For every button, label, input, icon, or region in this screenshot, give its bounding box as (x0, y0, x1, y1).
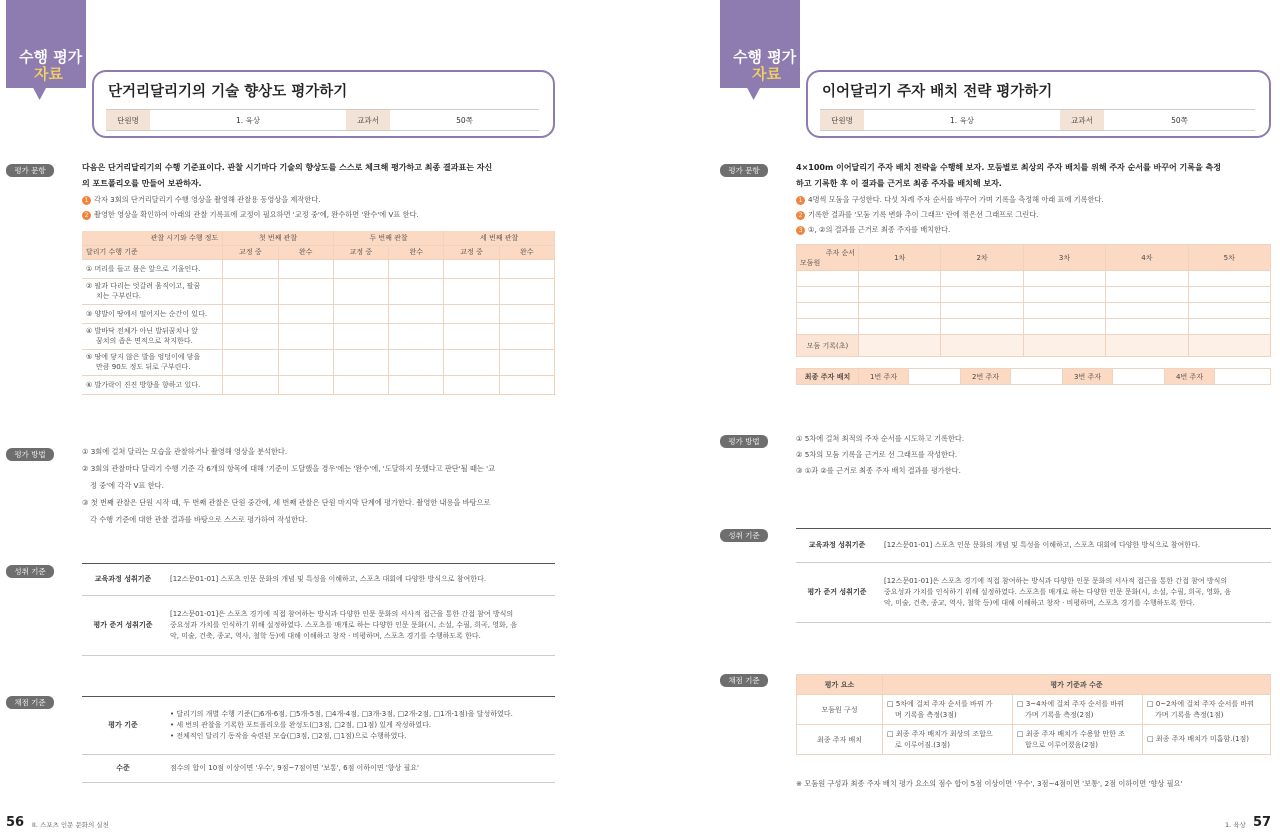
page-number: 56 (6, 815, 25, 830)
question-line2: 의 포트폴리오를 만들어 보관하자. (82, 179, 202, 188)
runner-slot[interactable] (1011, 369, 1063, 385)
order-cell[interactable] (1023, 287, 1105, 303)
obs-check-cell[interactable] (444, 375, 499, 394)
step-2: 2 촬영한 영상을 확인하여 아래의 관찰 기록표에 교정이 필요하면 '교정 중'에, 완수하면 '완수'에 V표 한다. (82, 208, 419, 222)
order-cell[interactable] (1188, 287, 1270, 303)
order-cell[interactable] (941, 287, 1023, 303)
observation-table (82, 231, 555, 395)
question-label: 평가 문항 (720, 164, 768, 177)
question-label: 평가 문항 (6, 164, 54, 177)
obs-check-cell[interactable] (444, 349, 499, 375)
order-col-header: 5차 (1188, 245, 1270, 271)
order-cell[interactable] (941, 319, 1023, 335)
obs-check-cell[interactable] (223, 259, 278, 278)
obs-sub-header: 교정 중 (333, 245, 388, 259)
score-cell: □ 최종 주자 배치가 수용할 만한 조 합으로 이루어졌음(2점) (1013, 725, 1143, 755)
obs-sub-header: 교정 중 (444, 245, 499, 259)
obs-check-cell[interactable] (444, 259, 499, 278)
score-note: ※ 모둠원 구성과 최종 주자 배치 평가 요소의 점수 합이 5점 이상이면 '우수', 3점~4점이면 '보통', 2점 이하이면 '향상 필요' (796, 779, 1183, 788)
order-cell[interactable] (1106, 271, 1188, 287)
obs-check-cell[interactable] (278, 349, 333, 375)
obs-criterion: ⑥ 발가락이 진진 방향을 향하고 있다. (82, 375, 223, 394)
meta-row (820, 109, 1255, 131)
obs-corner-top: 관찰 시기와 수행 정도 (82, 231, 223, 245)
final-label: 최종 주자 배치 (797, 369, 859, 385)
obs-check-cell[interactable] (389, 323, 444, 349)
order-cell[interactable] (859, 303, 941, 319)
runner-slot[interactable] (1113, 369, 1165, 385)
score-cell: □ 5차에 걸쳐 주자 순서를 바꿔 가 며 기록을 측정(3점) (883, 695, 1013, 725)
meta-row (106, 109, 539, 131)
tag-line1: 수행 평가 (733, 48, 797, 66)
order-cell[interactable] (859, 319, 941, 335)
order-corner: 주자 순서 모둠원 (797, 245, 859, 271)
order-cell[interactable] (1106, 303, 1188, 319)
score-criteria-label: 평가 기준 (82, 697, 164, 755)
runner-order-table (796, 244, 1271, 357)
obs-round-header: 세 번째 관찰 (444, 231, 555, 245)
page-footer: II. 스포츠 인문 문화의 실천 (32, 821, 109, 829)
achieve-row-text: [12스문01-01] 스포츠 인문 문화의 개념 및 특성을 이해하고, 스포츠 대회에 다양한 방식으로 참여한다. (164, 564, 555, 596)
method-item: ③ ①과 ②를 근거로 최종 주자 배치 결과를 평가한다. (796, 466, 961, 475)
unit-value: 1. 육상 (949, 115, 975, 125)
obs-check-cell[interactable] (278, 375, 333, 394)
book-value: 50쪽 (1171, 115, 1188, 125)
obs-check-cell[interactable] (499, 304, 554, 323)
page-title: 이어달리기 주자 배치 전략 평가하기 (822, 84, 1053, 100)
obs-criterion: ② 팔과 다리는 엇갈려 움직이고, 팔꿈 치는 구부린다. (82, 278, 223, 304)
method-item: ③ 첫 번째 관찰은 단원 시작 때, 두 번째 관찰은 단원 중간에, 세 번째 관찰은 단원 마지막 단계에 평가한다. 촬영한 내용을 바탕으로 (82, 498, 491, 507)
order-cell[interactable] (1188, 303, 1270, 319)
obs-sub-header: 완수 (389, 245, 444, 259)
obs-check-cell[interactable] (223, 375, 278, 394)
obs-check-cell[interactable] (333, 349, 388, 375)
method-item: 각 수행 기준에 대한 관찰 결과를 바탕으로 스스로 평가하여 작성한다. (90, 515, 308, 524)
obs-check-cell[interactable] (333, 375, 388, 394)
achieve-label: 성취 기준 (6, 565, 54, 578)
runner-slot[interactable] (909, 369, 961, 385)
obs-criterion: ⑤ 땅에 닿지 않은 발을 엉덩이에 닿을 만큼 90도 정도 뒤로 구부린다. (82, 349, 223, 375)
score-level-text: 점수의 합이 10점 이상이면 '우수', 9점~7점이면 '보통', 6점 이하이면 '향상 필요' (164, 755, 555, 783)
obs-check-cell[interactable] (499, 349, 554, 375)
obs-check-cell[interactable] (389, 304, 444, 323)
title-box (92, 70, 555, 138)
achieve-row-label: 평가 준거 성취기준 (796, 563, 878, 623)
order-col-header: 1차 (859, 245, 941, 271)
score-cell: □ 3~4차에 걸쳐 주자 순서를 바꿔 가며 기록을 측정(2점) (1013, 695, 1143, 725)
obs-check-cell[interactable] (499, 375, 554, 394)
obs-check-cell[interactable] (333, 259, 388, 278)
obs-check-cell[interactable] (389, 259, 444, 278)
obs-check-cell[interactable] (499, 278, 554, 304)
score-table (796, 674, 1271, 755)
achieve-row-text: [12스문01-01]은 스포츠 경기에 직접 참여하는 방식과 다양한 인문 문화의 서사적 접근을 통한 간접 참여 방식의 중요성과 가치를 인식하기 위해 설정하였다. 스포츠를 매개로 하는 다양한 인문 문화(시, 소설, 수필, 희곡, 영화, 음 악, 미술, 건축, 종교, 역사, 철학 등)에 대해 이해하고 창작 · 비평하며, 스포츠 경기를 수행하도록 한다. (164, 596, 555, 656)
obs-check-cell[interactable] (333, 278, 388, 304)
title-box (806, 70, 1271, 138)
record-cell[interactable] (941, 335, 1023, 357)
obs-check-cell[interactable] (333, 304, 388, 323)
method-label: 평가 방법 (720, 435, 768, 448)
member-cell[interactable] (797, 303, 859, 319)
book-value: 50쪽 (456, 115, 473, 125)
obs-check-cell[interactable] (499, 259, 554, 278)
obs-check-cell[interactable] (223, 349, 278, 375)
achieve-table (82, 563, 555, 656)
page-footer: 1. 육상 (1225, 821, 1246, 829)
achieve-label: 성취 기준 (720, 529, 768, 542)
score-header-criteria: 평가 기준과 수준 (883, 675, 1271, 695)
record-cell[interactable] (859, 335, 941, 357)
member-cell[interactable] (797, 319, 859, 335)
obs-corner-bottom: 달리기 수행 기준 (82, 245, 223, 259)
runner-label: 3번 주자 (1063, 369, 1113, 385)
obs-check-cell[interactable] (389, 349, 444, 375)
obs-check-cell[interactable] (444, 304, 499, 323)
score-label: 채점 기준 (720, 674, 768, 687)
obs-check-cell[interactable] (444, 278, 499, 304)
method-item: ② 5차의 모둠 기록을 근거로 선 그래프를 작성한다. (796, 450, 958, 459)
order-cell[interactable] (941, 303, 1023, 319)
obs-check-cell[interactable] (389, 278, 444, 304)
step-1: 1 각자 3회의 단거리달리기 수행 영상을 촬영해 관찰용 동영상을 제작한다. (82, 193, 321, 207)
obs-criterion: ③ 양발이 땅에서 떨어지는 순간이 있다. (82, 304, 223, 323)
member-cell[interactable] (797, 271, 859, 287)
method-item: ① 3회에 걸쳐 달리는 모습을 관찰하거나 촬영해 영상을 분석한다. (82, 447, 288, 456)
achieve-row-label: 평가 준거 성취기준 (82, 596, 164, 656)
obs-sub-header: 교정 중 (223, 245, 278, 259)
book-label: 교과서 (346, 110, 390, 130)
method-item: 정 중'에 각각 V표 한다. (90, 481, 164, 490)
step-2: 2 기록한 결과를 '모둠 기록 변화 추이 그래프' 란에 꺾은선 그래프로 그린다. (796, 208, 1038, 222)
record-label: 모둠 기록(초) (797, 335, 859, 357)
obs-sub-header: 완수 (499, 245, 554, 259)
order-cell[interactable] (1106, 287, 1188, 303)
right-page (640, 0, 1280, 835)
order-cell[interactable] (1188, 319, 1270, 335)
runner-label: 2번 주자 (961, 369, 1011, 385)
obs-criterion: ① 머리를 들고 몸은 앞으로 기울인다. (82, 259, 223, 278)
final-runner-table (796, 368, 1271, 385)
score-level-label: 수준 (82, 755, 164, 783)
method-label: 평가 방법 (6, 448, 54, 461)
order-cell[interactable] (1106, 319, 1188, 335)
question-line1: 4×100m 이어달리기 주자 배치 전략을 수행해 보자. 모둠별로 최상의 주자 배치를 위해 주자 순서를 바꾸어 기록을 측정 (796, 163, 1221, 172)
achieve-row-text: [12스문01-01] 스포츠 인문 문화의 개념 및 특성을 이해하고, 스포츠 대회에 다양한 방식으로 참여한다. (878, 529, 1271, 563)
step-3: 3 ①, ②의 결과를 근거로 최종 주자를 배치한다. (796, 223, 950, 237)
obs-criterion: ④ 발바닥 전체가 아닌 발뒤꿈치나 앞 꿈치의 좁은 면적으로 착지한다. (82, 323, 223, 349)
question-line2: 하고 기록한 후 이 결과를 근거로 최종 주자를 배치해 보자. (796, 179, 1002, 188)
obs-check-cell[interactable] (389, 375, 444, 394)
order-col-header: 2차 (941, 245, 1023, 271)
tag-line1: 수행 평가 (19, 48, 83, 66)
obs-check-cell[interactable] (444, 323, 499, 349)
obs-check-cell[interactable] (499, 323, 554, 349)
order-cell[interactable] (859, 271, 941, 287)
unit-label: 단원명 (820, 110, 864, 130)
order-col-header: 4차 (1106, 245, 1188, 271)
method-item: ② 3회의 관찰마다 달리기 수행 기준 각 6개의 항목에 대해 '기준이 도달했을 경우'에는 '완수'에, '도달하지 못했다고 판단'될 때는 '교 (82, 464, 496, 473)
order-cell[interactable] (1188, 271, 1270, 287)
method-item: ① 5차에 걸쳐 최적의 주자 순서를 시도하고 기록한다. (796, 434, 965, 443)
score-cell: □ 0~2차에 걸쳐 주자 순서를 바꿔 가며 기록을 측정(1점) (1143, 695, 1271, 725)
obs-check-cell[interactable] (278, 323, 333, 349)
score-label: 채점 기준 (6, 696, 54, 709)
score-table (82, 696, 555, 783)
obs-round-header: 두 번째 관찰 (333, 231, 444, 245)
tag-line2: 자료 (752, 65, 781, 83)
achieve-row-text: [12스문01-01]은 스포츠 경기에 직접 참여하는 방식과 다양한 인문 문화의 서사적 접근을 통한 간접 참여 방식의 중요성과 가치를 인식하기 위해 설정하였다. 스포츠를 매개로 하는 다양한 인문 문화(시, 소설, 수필, 희곡, 영화, 음 악, 미술, 건축, 종교, 역사, 철학 등)에 대해 이해하고 창작 · 비평하며, 스포츠 경기를 수행하도록 한다. (878, 563, 1271, 623)
runner-slot[interactable] (1215, 369, 1271, 385)
score-criteria-text: • 달리기의 개별 수행 기준(□6개-6점, □5개-5점, □4개-4점, □3개-3점, □2개-2점, □1개-1점)을 달성하였다. • 세 번의 관찰을 기록한 포트폴리오를 완성도(□3점, □2점, □1점) 있게 작성하였다. • 전체적인 달리기 동작을 숙련된 모습(□3점, □2점, □1점)으로 수행하였다. (164, 697, 555, 755)
runner-label: 1번 주자 (859, 369, 909, 385)
page-title: 단거리달리기의 기술 향상도 평가하기 (108, 84, 348, 100)
score-row-label: 모둠원 구성 (797, 695, 883, 725)
obs-check-cell[interactable] (223, 323, 278, 349)
step-1: 1 4명씩 모둠을 구성한다. 다섯 차례 주자 순서를 바꾸어 가며 기록을 측정해 아래 표에 기록한다. (796, 193, 1104, 207)
unit-label: 단원명 (106, 110, 150, 130)
obs-check-cell[interactable] (278, 278, 333, 304)
page-number: 57 (1253, 815, 1272, 830)
question-line1: 다음은 단거리달리기의 수행 기준표이다. 관찰 시기마다 기술의 향상도를 스스로 체크해 평가하고 최종 결과표는 자신 (82, 163, 493, 172)
unit-value: 1. 육상 (235, 115, 261, 125)
tag-line2: 자료 (34, 65, 63, 83)
achieve-row-label: 교육과정 성취기준 (82, 564, 164, 596)
order-cell[interactable] (1023, 319, 1105, 335)
obs-sub-header: 완수 (278, 245, 333, 259)
member-cell[interactable] (797, 287, 859, 303)
achieve-table (796, 528, 1271, 623)
obs-check-cell[interactable] (223, 278, 278, 304)
book-label: 교과서 (1060, 110, 1104, 130)
order-cell[interactable] (859, 287, 941, 303)
obs-round-header: 첫 번째 관찰 (223, 231, 334, 245)
score-row-label: 최종 주자 배치 (797, 725, 883, 755)
achieve-row-label: 교육과정 성취기준 (796, 529, 878, 563)
obs-check-cell[interactable] (278, 259, 333, 278)
order-col-header: 3차 (1023, 245, 1105, 271)
record-cell[interactable] (1023, 335, 1105, 357)
order-cell[interactable] (941, 271, 1023, 287)
score-cell: □ 최종 주자 배치가 최상의 조합으 로 이루어짐.(3점) (883, 725, 1013, 755)
score-header-element: 평가 요소 (797, 675, 883, 695)
order-cell[interactable] (1023, 303, 1105, 319)
runner-label: 4번 주자 (1165, 369, 1215, 385)
obs-check-cell[interactable] (223, 304, 278, 323)
obs-check-cell[interactable] (333, 323, 388, 349)
order-cell[interactable] (1023, 271, 1105, 287)
obs-check-cell[interactable] (278, 304, 333, 323)
score-cell: □ 최종 주자 배치가 미흡함.(1점) (1143, 725, 1271, 755)
record-cell[interactable] (1106, 335, 1188, 357)
record-cell[interactable] (1188, 335, 1270, 357)
